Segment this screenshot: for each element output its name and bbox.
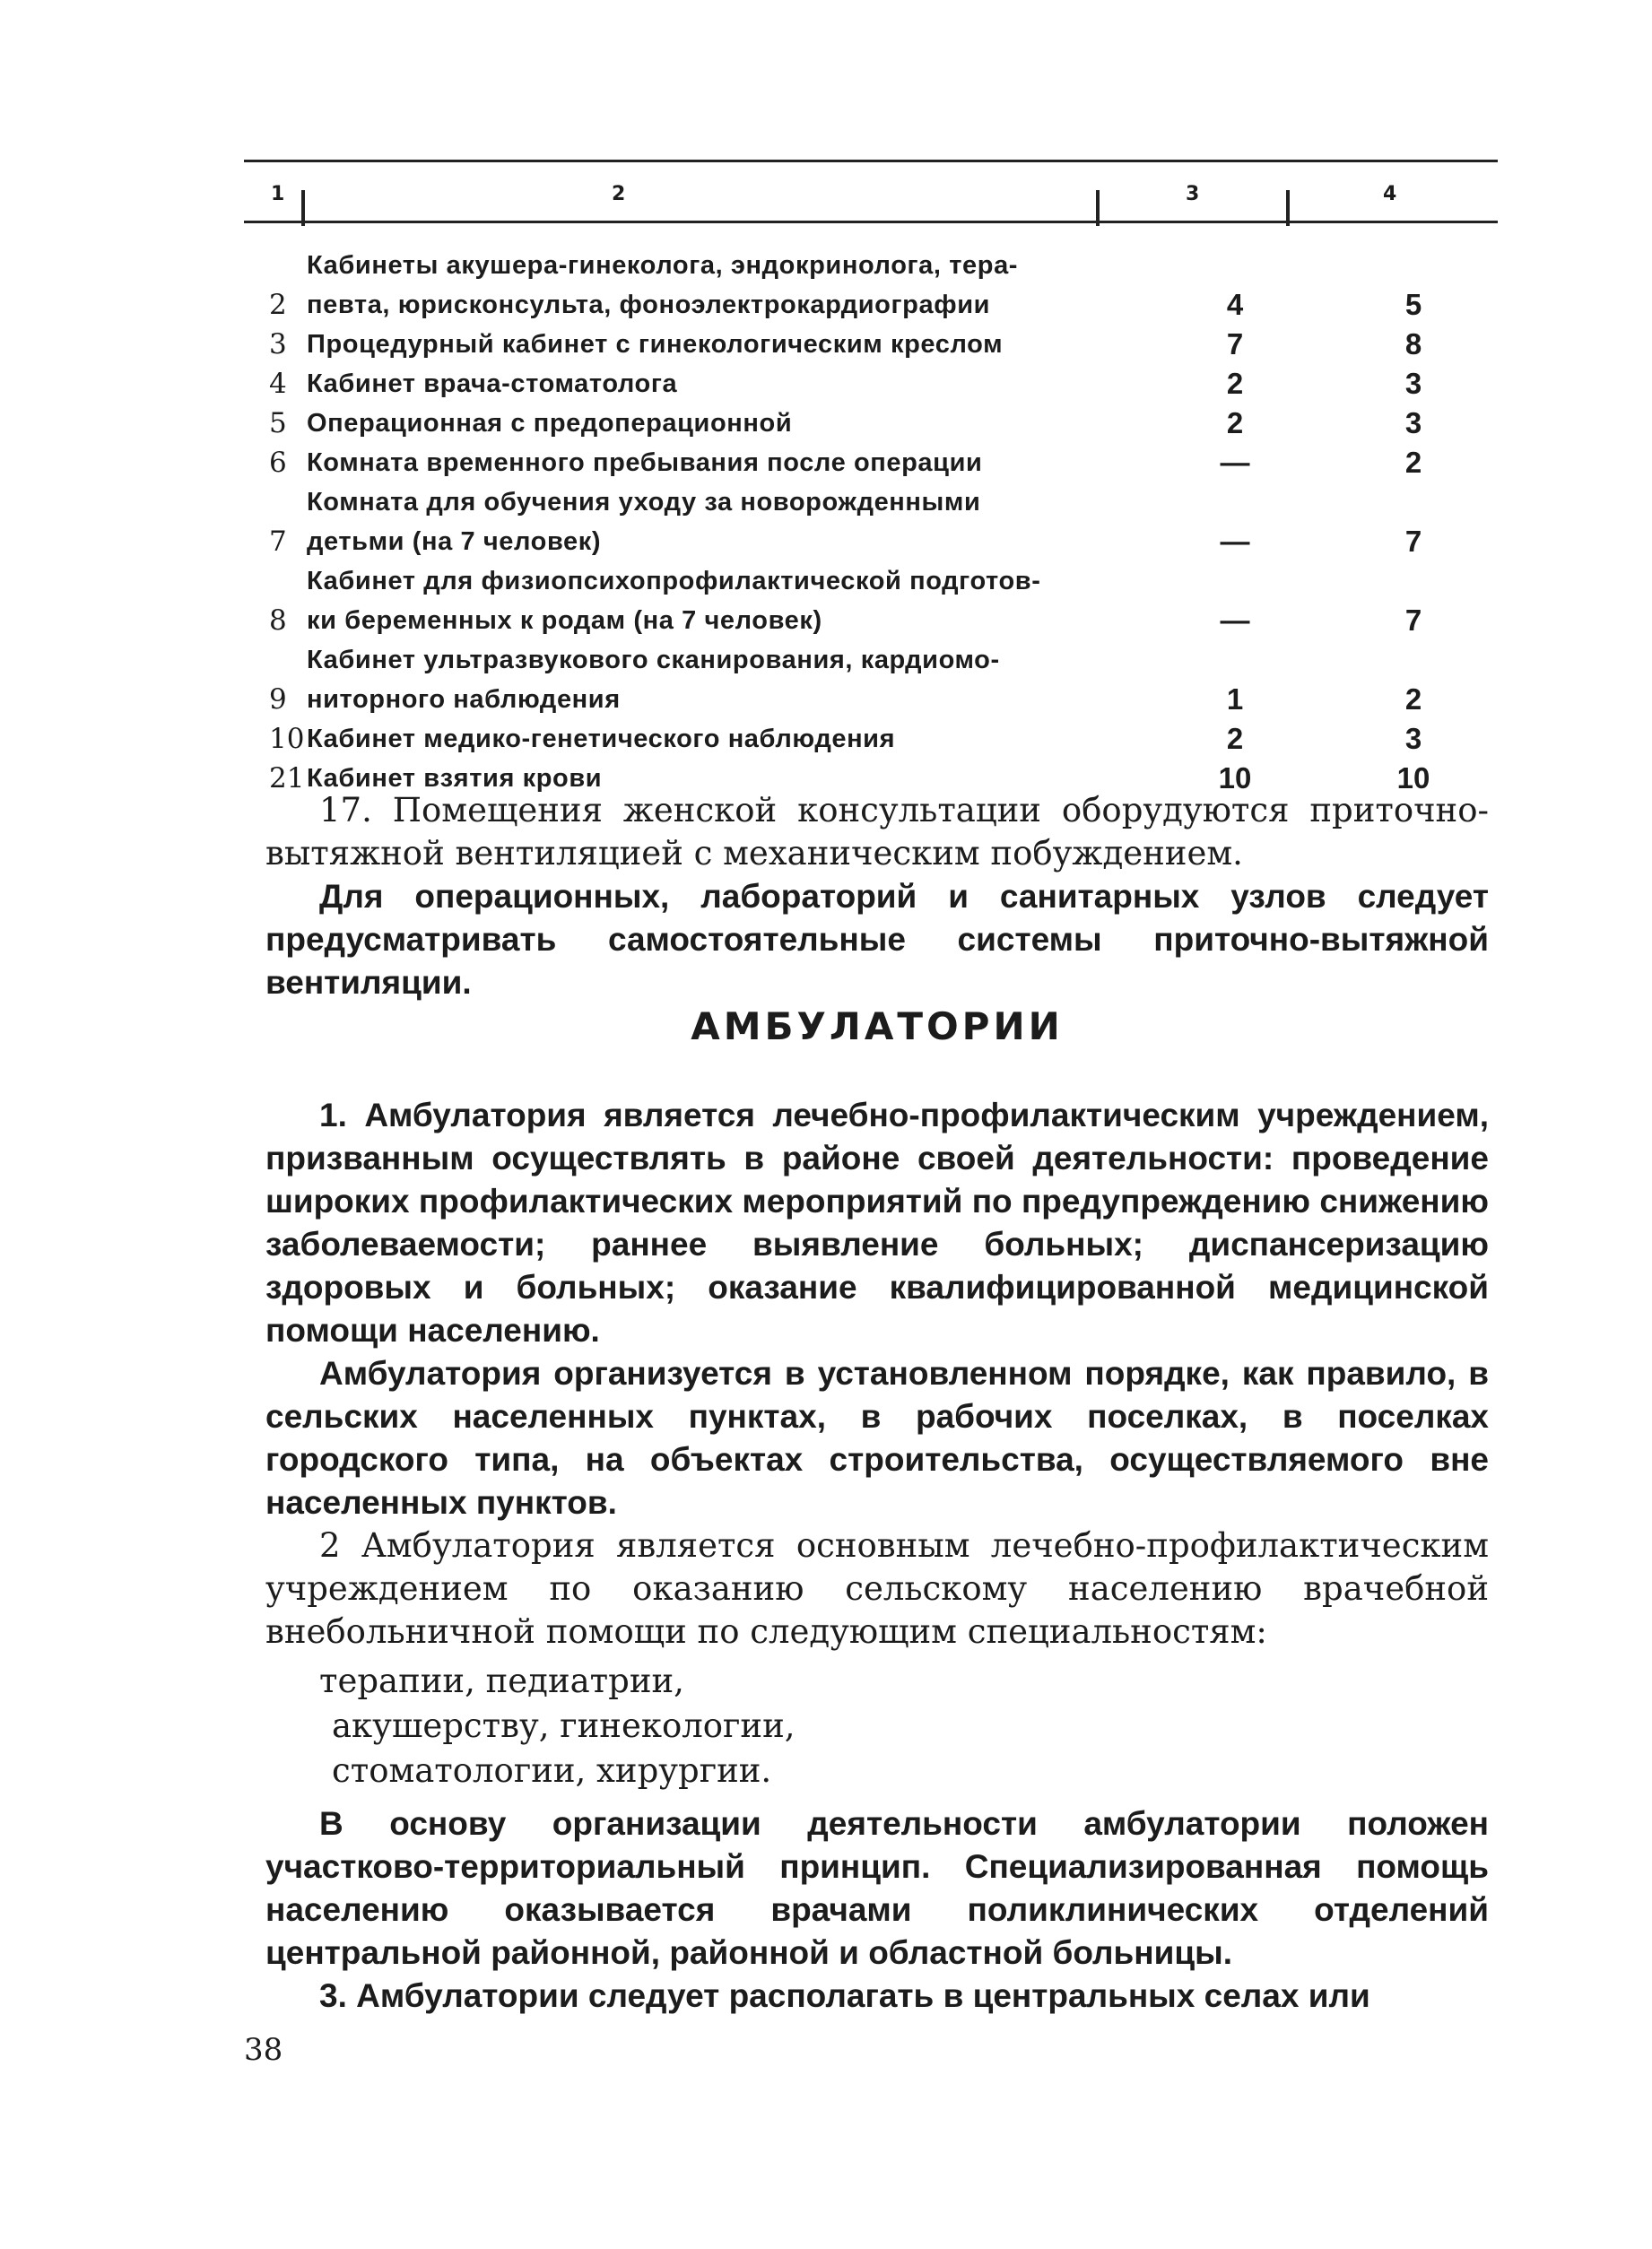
- row-number: 7: [269, 525, 287, 558]
- room-name: [307, 640, 1141, 719]
- table-row: [244, 443, 1498, 482]
- row-number: 3: [269, 328, 287, 360]
- table-row: [244, 325, 1498, 364]
- paragraph-17: [265, 789, 1489, 1004]
- room-name-line: певта, юрисконсульта, фоноэлектрокардиографии: [307, 291, 991, 319]
- header-col-2: 2: [612, 183, 626, 205]
- row-number: 21: [269, 762, 305, 795]
- row-number: 10: [269, 723, 305, 755]
- value-col-3: 2: [1226, 406, 1244, 439]
- row-number: 5: [269, 407, 287, 439]
- specialty-item-3: стоматологии, хирургии.: [332, 1751, 772, 1790]
- value-col-4: 7: [1404, 525, 1422, 558]
- room-name-line: Комната временного пребывания после операции: [307, 448, 983, 477]
- table-top-rule: [244, 160, 1498, 162]
- value-col-4: 3: [1404, 722, 1422, 755]
- specialties-list: [319, 1659, 796, 1793]
- value-col-3: —: [1220, 603, 1250, 637]
- value-col-4: 3: [1404, 406, 1422, 439]
- room-name-line: Кабинет ультразвукового сканирования, кардиомо-: [307, 646, 1000, 674]
- room-name-line: детьми (на 7 человек): [307, 527, 602, 556]
- row-number: 4: [269, 368, 287, 400]
- table-row: [244, 719, 1498, 759]
- table-row: [244, 404, 1498, 443]
- value-col-4: 2: [1404, 682, 1422, 716]
- table-header: [244, 169, 1498, 215]
- row-number: 2: [269, 289, 287, 321]
- room-name: [307, 482, 1141, 561]
- value-col-4: 5: [1404, 288, 1422, 321]
- value-col-4: 8: [1404, 327, 1422, 360]
- header-col-4: 4: [1383, 183, 1397, 205]
- table-header-rule: [244, 221, 1498, 223]
- room-name-line: Комната для обучения уходу за новорожденными: [307, 488, 981, 517]
- paragraph-amb-2b: [265, 1802, 1489, 2018]
- room-name: [307, 719, 1141, 759]
- room-name-line: Кабинет для физиопсихопрофилактической подготов-: [307, 567, 1041, 595]
- value-col-3: —: [1220, 446, 1250, 479]
- room-name: [307, 404, 1141, 443]
- value-col-3: 7: [1226, 327, 1244, 360]
- section-heading: АМБУЛАТОРИИ: [691, 1004, 1064, 1048]
- room-name-line: Процедурный кабинет с гинекологическим креслом: [307, 330, 1004, 359]
- room-name: [307, 364, 1141, 404]
- value-col-3: 4: [1226, 288, 1244, 321]
- room-name: [307, 561, 1141, 640]
- table-row: [244, 482, 1498, 561]
- room-name-line: Операционная с предоперационной: [307, 409, 793, 438]
- page-number: 38: [244, 2032, 283, 2068]
- table-row: [244, 246, 1498, 325]
- value-col-3: —: [1220, 525, 1250, 558]
- room-name: [307, 443, 1141, 482]
- table-row: [244, 364, 1498, 404]
- amb3-para: 3. Амбулатории следует располагать в центральных селах или: [319, 1977, 1370, 2014]
- row-number: 9: [269, 683, 287, 716]
- value-col-3: 2: [1226, 367, 1244, 400]
- amb2b-para: В основу организации деятельности амбулатории положен участково-территориальный принцип. Специализированная помощь населению оказывается врачами поликлинических отделений центральной районной, районной и областной больницы.: [265, 1805, 1489, 1971]
- room-name-line: Кабинет взятия крови: [307, 764, 603, 793]
- header-col-1: 1: [271, 183, 285, 205]
- value-col-3: 10: [1218, 761, 1252, 795]
- room-name-line: ки беременных к родам (на 7 человек): [307, 606, 822, 635]
- header-col-3: 3: [1186, 183, 1200, 205]
- room-name-line: Кабинет медико-генетического наблюдения: [307, 725, 896, 753]
- room-name-line: ниторного наблюдения: [307, 685, 621, 714]
- paragraph-amb-2: [265, 1524, 1489, 1654]
- room-name-line: Кабинет врача-стоматолога: [307, 369, 678, 398]
- room-name: [307, 325, 1141, 364]
- value-col-4: 2: [1404, 446, 1422, 479]
- table-row: [244, 640, 1498, 719]
- amb2-para: 2 Амбулатория является основным лечебно-профилактическим учреждением по оказанию сельскому населению врачебной внебольничной помощи по следующим специальностям:: [265, 1526, 1489, 1651]
- value-col-4: 7: [1404, 603, 1422, 637]
- value-col-4: 3: [1404, 367, 1422, 400]
- specialty-item-2: акушерству, гинекологии,: [332, 1706, 796, 1745]
- specialty-item-1: терапии, педиатрии,: [319, 1662, 684, 1700]
- value-col-3: 2: [1226, 722, 1244, 755]
- room-name-line: Кабинеты акушера-гинеколога, эндокринолога, тера-: [307, 251, 1019, 280]
- para17-line2: Для операционных, лабораторий и санитарных узлов следует предусматривать самостоятельные системы приточно-вытяжной вентиляции.: [265, 878, 1489, 1001]
- row-number: 6: [269, 447, 287, 479]
- value-col-3: 1: [1226, 682, 1244, 716]
- row-number: 8: [269, 604, 287, 637]
- para17-line1: 17. Помещения женской консультации оборудуются приточно-вытяжной вентиляцией с механическим побуждением.: [265, 791, 1489, 873]
- amb1-para2: Амбулатория организуется в установленном порядке, как правило, в сельских населенных пунктах, в рабочих поселках, в поселках городского типа, на объектах строительства, осуществляемого вне населенных пунктов.: [265, 1355, 1489, 1521]
- paragraph-amb-1: [265, 1094, 1489, 1524]
- table-body: [244, 246, 1498, 798]
- table-row: [244, 561, 1498, 640]
- value-col-4: 10: [1396, 761, 1430, 795]
- amb1-para1: 1. Амбулатория является лечебно-профилактическим учреждением, призванным осуществлять в районе своей деятельности: проведение широких профилактических мероприятий по предупреждению снижению заболеваемости; раннее выявление больных; диспансеризацию здоровых и больных; оказание квалифицированной медицинской помощи населению.: [265, 1097, 1489, 1349]
- room-name: [307, 246, 1141, 325]
